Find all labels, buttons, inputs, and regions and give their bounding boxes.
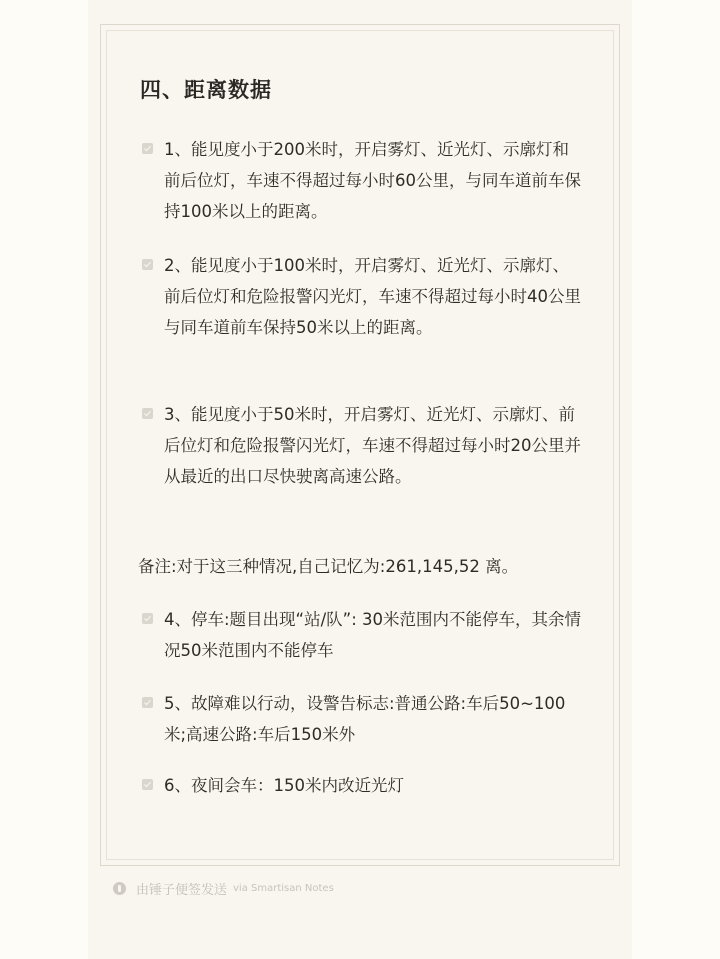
list-item-text: 1、能见度小于200米时，开启雾灯、近光灯、示廓灯和前后位灯，车速不得超过每小时60公里，与同车道前车保持100米以上的距离。 xyxy=(164,140,581,221)
checkbox-icon[interactable] xyxy=(142,259,153,270)
checkbox-icon[interactable] xyxy=(142,613,153,624)
info-icon xyxy=(113,882,126,895)
list-item-text: 2、能见度小于100米时，开启雾灯、近光灯、示廓灯、前后位灯和危险报警闪光灯，车速不得超过每小时40公里与同车道前车保持50米以上的距离。 xyxy=(164,256,581,337)
footer-text: 由锤子便签发送 xyxy=(136,882,228,898)
checkbox-icon[interactable] xyxy=(142,779,153,790)
footer-via: via Smartisan Notes xyxy=(233,882,334,894)
list-item-text: 5、故障难以行动，设警告标志:普通公路:车后50~100米;高速公路:车后150米外 xyxy=(164,694,566,744)
list-item-4 xyxy=(142,604,582,666)
checkbox-icon[interactable] xyxy=(142,408,153,419)
list-item-3 xyxy=(142,399,582,492)
checkbox-icon[interactable] xyxy=(142,143,153,154)
footer xyxy=(113,878,334,898)
list-item-text: 6、夜间会车：150米内改近光灯 xyxy=(164,776,404,795)
list-item-text: 4、停车:题目出现“站/队”: 30米范围内不能停车，其余情况50米范围内不能停车 xyxy=(164,610,582,660)
checkbox-icon[interactable] xyxy=(142,697,153,708)
list-item-6 xyxy=(142,770,582,801)
list-item-5 xyxy=(142,688,582,750)
list-item-1 xyxy=(142,134,582,227)
remark-text: 备注:对于这三种情况,自己记忆为:261,145,52 离。 xyxy=(138,557,519,576)
section-title: 四、距离数据 xyxy=(140,78,272,102)
list-item-text: 3、能见度小于50米时，开启雾灯、近光灯、示廓灯、前后位灯和危险报警闪光灯，车速不得超过每小时20公里并从最近的出口尽快驶离高速公路。 xyxy=(164,405,581,486)
list-item-2 xyxy=(142,250,582,343)
